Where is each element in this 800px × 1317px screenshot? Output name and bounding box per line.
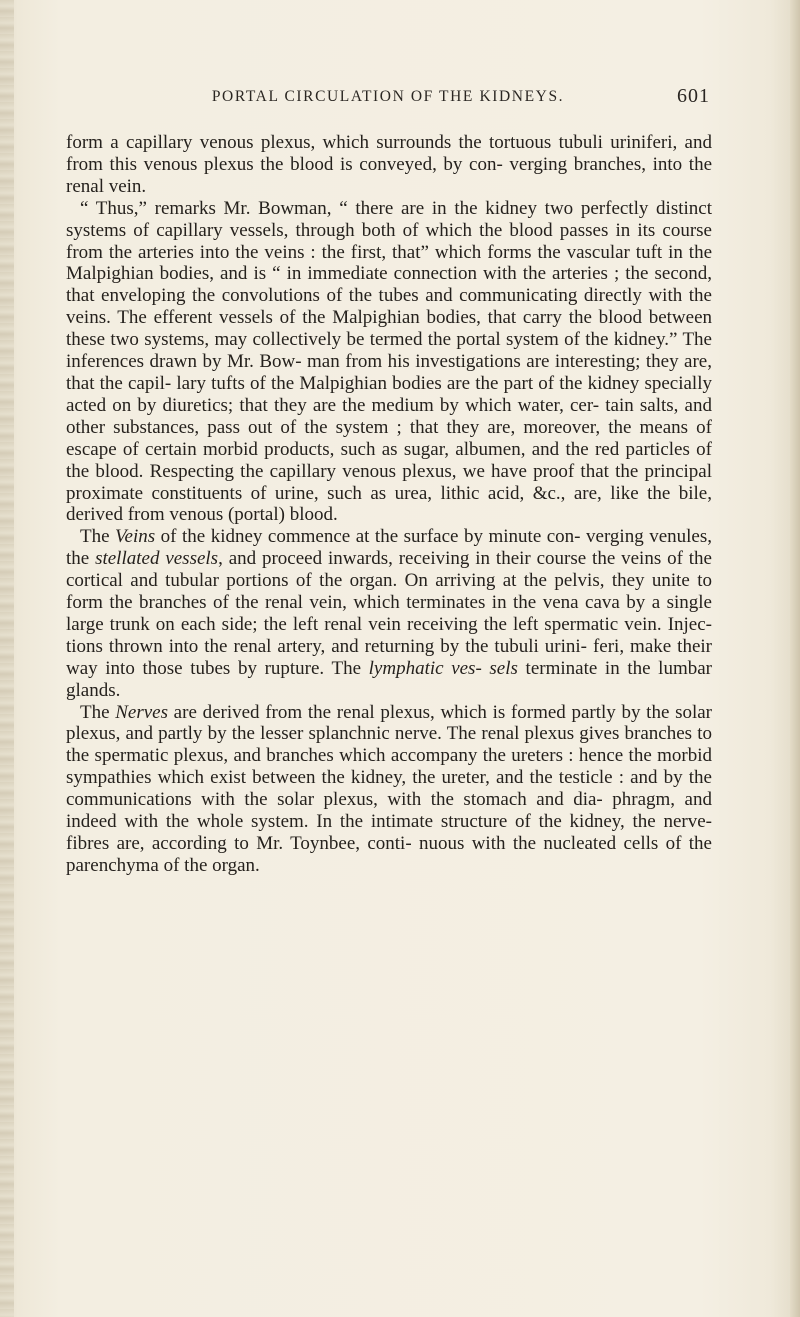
page-number: 601 bbox=[677, 85, 710, 107]
paragraph-veins bbox=[66, 526, 712, 701]
italic-term-lymphatic-vessels: lymphatic ves- sels bbox=[368, 657, 518, 679]
italic-term-veins: Veins bbox=[115, 526, 156, 548]
text-segment: of the kidney commence at the surface by minute con- verging venules, the bbox=[66, 526, 712, 570]
text-segment: The bbox=[80, 701, 116, 723]
text-segment: “ Thus,” remarks Mr. Bowman, “ there are in the kidney two perfectly distinct systems of capillary vessels, through both of which the blood passes in its course from the arteries into the veins : the first, that” which forms the vascular tuft in the Malpighian bodies, and is “ in immediate connection with the arteries ; the second, that enveloping the convolutions of the tubes and communicating directly with the veins. The efferent vessels of the Malpighian bodies, that carry the blood between these two systems, may collectively be termed the portal system of the kidney.” The inferences drawn by Mr. Bow- man from his investigations are interesting; they are, that the capil- lary tufts of the Malpighian bodies are the part of the kidney specially acted on by diuretics; that they are the medium by which water, cer- tain salts, and other substances, pass out of the system ; that they are, moreover, the means of escape of certain morbid products, such as sugar, albumen, and the red particles of the blood. Respecting the capillary venous plexus, we have proof that the principal proximate constituents of urine, such as urea, lithic acid, &c., are, like the bile, derived from venous (portal) blood. bbox=[66, 197, 712, 526]
running-title: PORTAL CIRCULATION OF THE KIDNEYS. bbox=[211, 88, 565, 105]
running-header bbox=[66, 85, 710, 114]
paragraph-nerves bbox=[66, 702, 712, 877]
paragraph bbox=[66, 132, 712, 198]
italic-term-nerves: Nerves bbox=[115, 701, 168, 723]
italic-term-stellated-vessels: stellated vessels bbox=[95, 548, 219, 570]
page-edge bbox=[790, 0, 800, 1317]
text-segment: , and proceed inwards, receiving in their course the veins of the cortical and tubular portions of the organ. On arriving at the pelvis, they unite to form the branches of the renal vein, which terminates in the vena cava by a single large trunk on each side; the left renal vein receiving the left spermatic vein. Injec- tions thrown into the renal artery, and returning by the tubuli urini- feri, make their way into those tubes by rupture. The bbox=[66, 548, 712, 679]
text-segment: The bbox=[80, 526, 116, 548]
text-segment: form a capillary venous plexus, which surrounds the tortuous tubuli uriniferi, and from this venous plexus the blood is conveyed, by con- verging branches, into the renal vein. bbox=[66, 132, 712, 197]
paragraph bbox=[66, 198, 712, 527]
book-spine-shadow bbox=[0, 0, 14, 1317]
text-segment: are derived from the renal plexus, which is formed partly by the solar plexus, and partly by the lesser splanchnic nerve. The renal plexus gives branches to the spermatic plexus, and branches which accompany the ureters : hence the morbid sympathies which exist between the kidney, the ureter, and the testicle : and by the communications with the solar plexus, with the stomach and dia- phragm, and indeed with the whole system. In the intimate structure of the kidney, the nerve-fibres are, according to Mr. Toynbee, conti- nuous with the nucleated cells of the parenchyma of the organ. bbox=[66, 701, 712, 876]
body-text bbox=[66, 132, 712, 877]
text-segment: terminate in the lumbar glands. bbox=[66, 657, 712, 701]
